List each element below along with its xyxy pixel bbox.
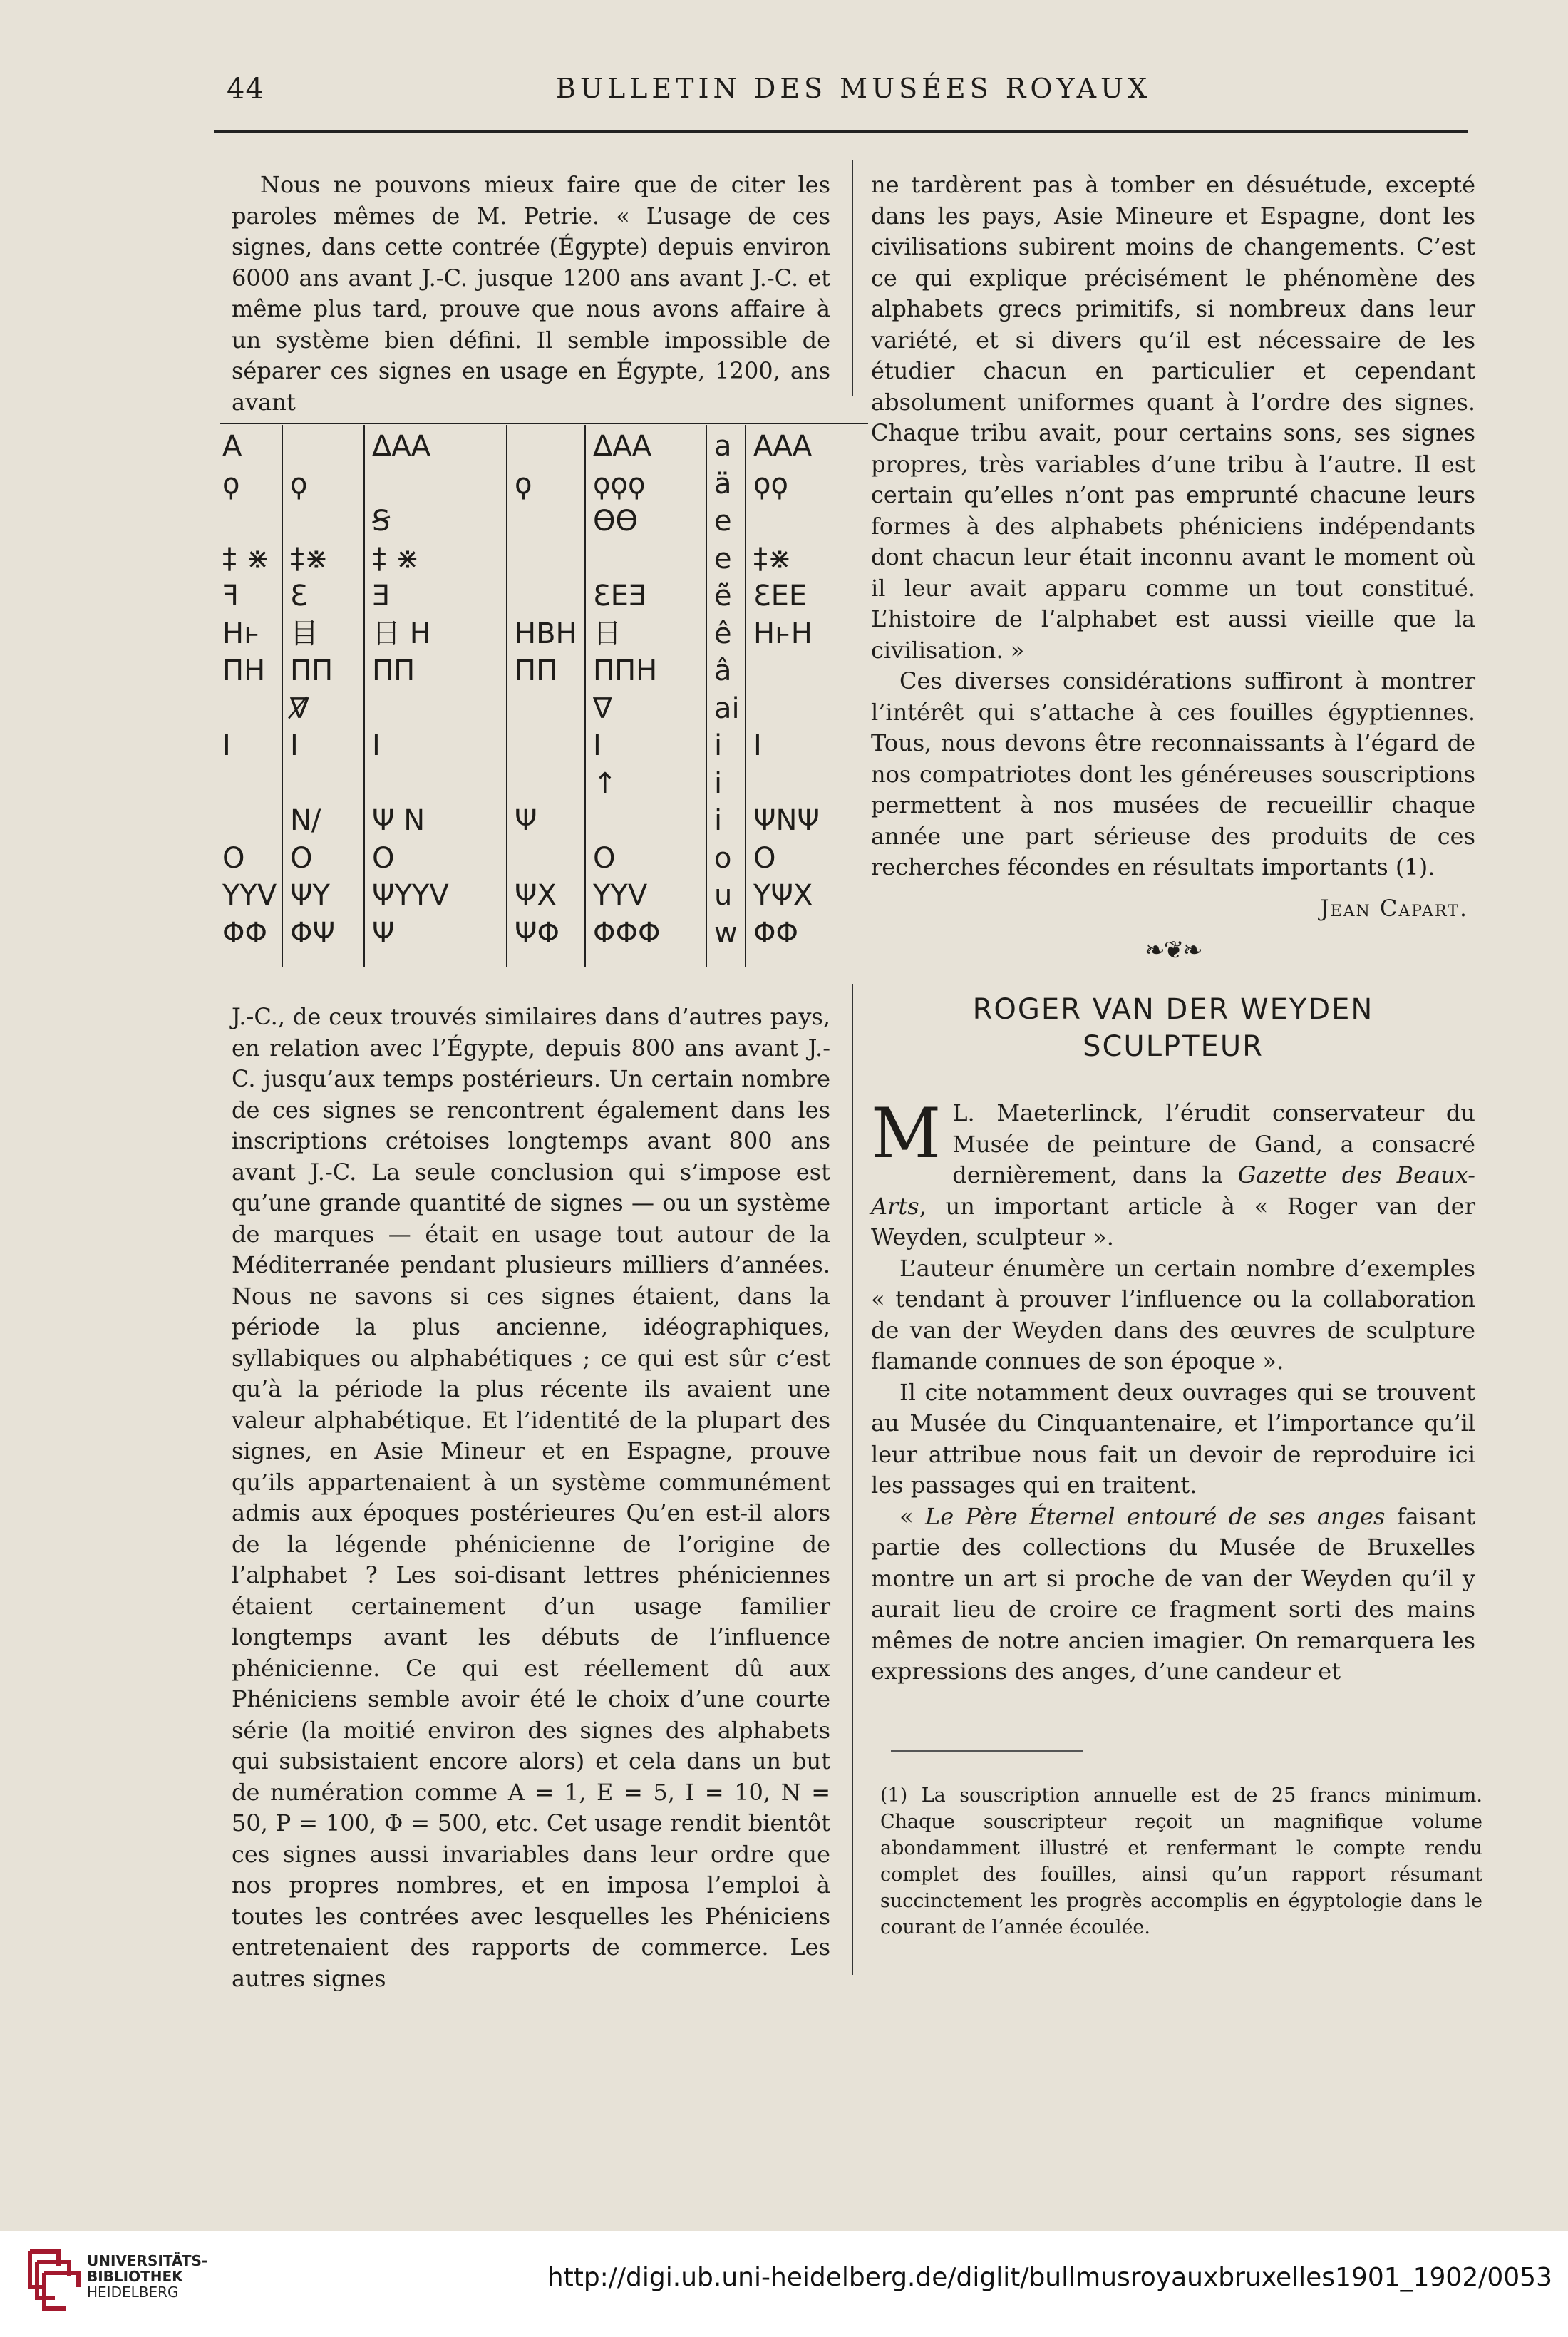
article-title-line2: SCULPTEUR (1083, 1030, 1264, 1063)
header-rule (214, 130, 1468, 133)
sign-cell: Hⱶ (222, 617, 260, 650)
table-column-rule (584, 425, 586, 967)
sign-cell: Ǝ (372, 580, 391, 612)
sound-value-cell: a (714, 430, 732, 463)
sign-cell: 日 H (372, 617, 431, 650)
article-paragraph-2: L’auteur énumère un certain nombre d’exemples « tendant à prouver l’influence ou la collaboration de van der Weyden dans des œuvres de sculpture flamande connues de son époque ». (871, 1254, 1475, 1375)
library-name (87, 2253, 207, 2300)
sign-cell: ℇEE (753, 580, 808, 612)
text-run: « (899, 1502, 925, 1530)
running-title: BULLETIN DES MUSÉES ROYAUX (556, 73, 1152, 104)
page-number: 44 (227, 73, 264, 106)
sign-cell: Ψ (372, 916, 395, 950)
sound-value-cell: ẽ (714, 580, 732, 612)
sound-value-cell: e (714, 505, 732, 538)
left-column-bottom (232, 1002, 830, 1994)
table-column-rule (506, 425, 507, 967)
author-signature: Jean Capart. (1319, 894, 1468, 922)
footer-bar (0, 2231, 1568, 2337)
sign-cell: ϙϙ (753, 467, 788, 500)
journal-title: Gazette des Beaux-Arts (871, 1161, 1475, 1220)
sign-cell: Ꞩ (372, 505, 391, 538)
sign-cell: ‡ ⋇ (372, 542, 420, 575)
sign-cell: O (222, 841, 245, 875)
sign-cell: ΠH (222, 654, 266, 687)
article-paragraph-3: Il cite notamment deux ouvrages qui se trouvent au Musée du Cinquantenaire, et l’importance qu’il leur attribue nous fait un devoir de reproduire ici les passages qui en traitent. (871, 1378, 1475, 1499)
sign-cell: I (753, 729, 762, 762)
sign-cell: Ψ (515, 804, 537, 837)
left-column-top (232, 170, 830, 418)
sign-cell: ϙϙϙ (593, 467, 646, 500)
sign-cell: ΥΥV (593, 879, 648, 912)
sign-cell: ΦΨ (290, 916, 335, 950)
paragraph: Nous ne pouvons mieux faire que de citer les paroles mêmes de M. Petrie. « L’usage de ces signes, dans cette contrée (Égypte) depuis environ 6000 ans avant J.-C. jusque 1200 ans avant J.-C. et même plus tard, prouve que nous avons affaire à un système bien défini. Il semble impossible de séparer ces signes en usage en Égypte, 1200, ans avant (232, 171, 830, 416)
sound-value-cell: â (714, 654, 732, 687)
drop-cap: M (871, 1094, 942, 1173)
article-title-line1: ROGER VAN DER WEYDEN (972, 993, 1374, 1026)
sound-value-cell: u (714, 879, 733, 912)
text-run: L. Maeterlinck, l’érudit conservateur du Musée de peinture de Gand, a consacré dernièrement, dans la (952, 1099, 1475, 1188)
sign-cell: ΦΦ (753, 916, 798, 950)
sign-cell: I (593, 729, 602, 762)
sign-cell: ‡ ⋇ (222, 542, 270, 575)
sign-cell: I (222, 729, 231, 762)
table-column-rule (706, 425, 707, 967)
university-logo-icon (16, 2244, 83, 2316)
ornament-icon: ❧❦❧ (1145, 936, 1202, 965)
sign-cell: 日 (593, 617, 621, 650)
sign-cell: Ν/ (290, 804, 321, 837)
sign-cell: ϙ (515, 467, 532, 500)
sign-cell: ꟻ (222, 580, 239, 612)
sign-cell: ΔΑΑ (372, 430, 431, 463)
sign-cell: O (290, 841, 313, 875)
sound-value-cell: e (714, 542, 732, 575)
sign-cell: ϴϴ (593, 505, 638, 538)
sign-cell: I (372, 729, 381, 762)
sign-cell: ϙ (290, 467, 308, 500)
sign-cell: O (753, 841, 776, 875)
sign-cell: ΑΑΑ (753, 430, 813, 463)
sign-cell: ↑ (593, 766, 617, 800)
sign-cell: ΔΑΑ (593, 430, 652, 463)
footnote: (1) La souscription annuelle est de 25 francs minimum. Chaque souscripteur reçoit un magnifique volume abondamment illustré et renfermant le compte rendu complet des fouilles, ainsi qu’un rapport résumant succinctement les progrès accomplis en égyptologie dans le courant de l’année écoulée. (880, 1784, 1482, 1938)
sign-cell: ΨΥΥV (372, 879, 449, 912)
running-header (214, 73, 1468, 115)
sign-cell: I (290, 729, 299, 762)
text-run: , un important article à « Roger van der Weyden, sculpteur ». (871, 1192, 1475, 1250)
sound-value-cell: w (714, 916, 738, 950)
sign-cell: ΥΨΧ (753, 879, 813, 912)
sign-cell: ΥΥV (222, 879, 277, 912)
sign-cell: HBH (515, 617, 577, 650)
sound-value-cell: i (714, 729, 723, 762)
sign-cell: ΠΠ (372, 654, 416, 687)
paragraph: ne tardèrent pas à tomber en désuétude, excepté dans les pays, Asie Mineure et Espagne, dont les civilisations subirent moins de changements. C’est ce qui explique précisément le phénomène des alphabets grecs primitifs, si nombreux dans leur variété, et si divers qu’il est nécessaire de les étudier chacun en particulier et cependant absolument uniformes quant à l’ordre des signes. Chaque tribu avait, pour certains sons, ses signes propres, très variables d’une tribu à l’autre. Il est certain qu’elles n’ont pas emprunté chacune leurs formes à des alphabets phéniciens indépendants dont chacun leur était inconnu avant le moment où il leur avait apparu comme un tout constitué. L’histoire de l’alphabet est aussi vieille que la civilisation. » (871, 171, 1475, 664)
sign-cell: ‡⋇ (290, 542, 329, 575)
sign-cell: ΨΧ (515, 879, 557, 912)
sign-cell: ΠΠ (290, 654, 334, 687)
article-title (871, 991, 1475, 1065)
column-divider (852, 160, 853, 396)
sign-cell: O (593, 841, 616, 875)
library-line: UNIVERSITÄTS- (87, 2252, 208, 2269)
footnote-rule (891, 1750, 1083, 1752)
sign-cell: ΨΦ (515, 916, 559, 950)
sound-value-cell: i (714, 804, 723, 837)
sign-cell: ϙ (222, 467, 240, 500)
text-run: faisant partie des collections du Musée de Bruxelles montre un art si proche de van der Weyden qu’il y aurait lieu de croire ce fragment sorti des mains mêmes de notre ancien imagier. On remarquera les expressions des anges, d’une candeur et (871, 1502, 1476, 1685)
article-body (871, 1094, 1476, 1688)
table-column-rule (363, 425, 365, 967)
sign-cell: ΠΠH (593, 654, 658, 687)
sign-cell: ∇̸ (290, 692, 309, 725)
sound-value-cell: ê (714, 617, 732, 650)
source-url-link[interactable]: http://digi.ub.uni-heidelberg.de/diglit/bullmusroyauxbruxelles1901_1902/0053 (547, 2263, 1552, 2292)
library-line: HEIDELBERG (87, 2284, 179, 2301)
sign-cell: HⱶH (753, 617, 813, 650)
right-column-top (871, 170, 1475, 967)
sign-cell: Α (222, 430, 242, 463)
artwork-title: Le Père Éternel entouré de ses anges (925, 1502, 1386, 1530)
sign-cell: O (372, 841, 395, 875)
sign-cell: ℇEƎ (593, 580, 647, 612)
sound-value-cell: i (714, 766, 723, 800)
sound-value-cell: ai (714, 692, 740, 725)
sign-cell: 目 (290, 617, 319, 650)
sign-cell: ΠΠ (515, 654, 558, 687)
sign-cell: ∇ (593, 692, 612, 725)
table-column-rule (282, 425, 283, 967)
paragraph: Ces diverses considérations suffiront à montrer l’intérêt qui s’attache à ces fouilles égyptiennes. Tous, nous devons être reconnaissants à l’égard de nos compatriotes dont les généreuses souscriptions permettent à nos musées de recueillir chaque année une part sérieuse des produits de ces recherches fécondes en résultats importants (1). (871, 667, 1475, 880)
table-column-rule (745, 425, 746, 967)
article-paragraph-4 (871, 1501, 1475, 1688)
table-top-rule (220, 423, 868, 424)
sign-cell: Ψ N (372, 804, 425, 837)
library-line: BIBLIOTHEK (87, 2268, 183, 2285)
sign-cell: ‡⋇ (753, 542, 792, 575)
article-paragraph-1 (871, 1094, 1475, 1253)
sound-value-cell: o (714, 841, 732, 875)
sound-value-cell: ä (714, 467, 732, 500)
sign-cell: ΨY (290, 879, 330, 912)
sign-comparison-table (220, 412, 868, 982)
sign-cell: ℇ (290, 580, 308, 612)
sign-cell: ΦΦ (222, 916, 267, 950)
sign-cell: ΦΦΦ (593, 916, 661, 950)
column-divider (852, 984, 853, 1975)
paragraph: J.-C., de ceux trouvés similaires dans d’autres pays, en relation avec l’Égypte, depuis 800 ans avant J.-C. jusqu’aux temps postérieurs. Un certain nombre de ces signes se rencontrent également dans les inscriptions crétoises longtemps avant 800 ans avant J.-C. La seule conclusion qui s’impose est qu’une grande quantité de signes — ou un système de marques — était en usage tout autour de la Méditerranée pendant plusieurs milliers d’années. Nous ne savons si ces signes étaient, dans la période la plus ancienne, idéographiques, syllabiques ou alphabétiques ; ce qui est sûr c’est qu’à la période la plus récente ils avaient une valeur alphabétique. Et l’identité de la plupart des signes, en Asie Mineur et en Espagne, prouve qu’ils appartenaient à un système communément admis aux époques postérieures Qu’en est-il alors de la légende phénicienne de l’origine de l’alphabet ? Les soi-disant lettres phéniciennes étaient certainement d’un usage familier longtemps avant les débuts de l’influence phénicienne. Ce qui est réellement dû aux Phéniciens semble avoir été le choix d’une courte série (la moitié environ des signes des alphabets qui subsistaient encore alors) et cela dans un but de numération comme A = 1, E = 5, I = 10, N = 50, P = 100, Φ = 500, etc. Cet usage rendit bientôt ces signes aussi invariables dans leur ordre que nos propres nombres, et en imposa l’emploi à toutes les contrées avec lesquelles les Phéniciens entretenaient des rapports de commerce. Les autres signes (232, 1003, 830, 1992)
sign-cell: ΨΝΨ (753, 804, 820, 837)
